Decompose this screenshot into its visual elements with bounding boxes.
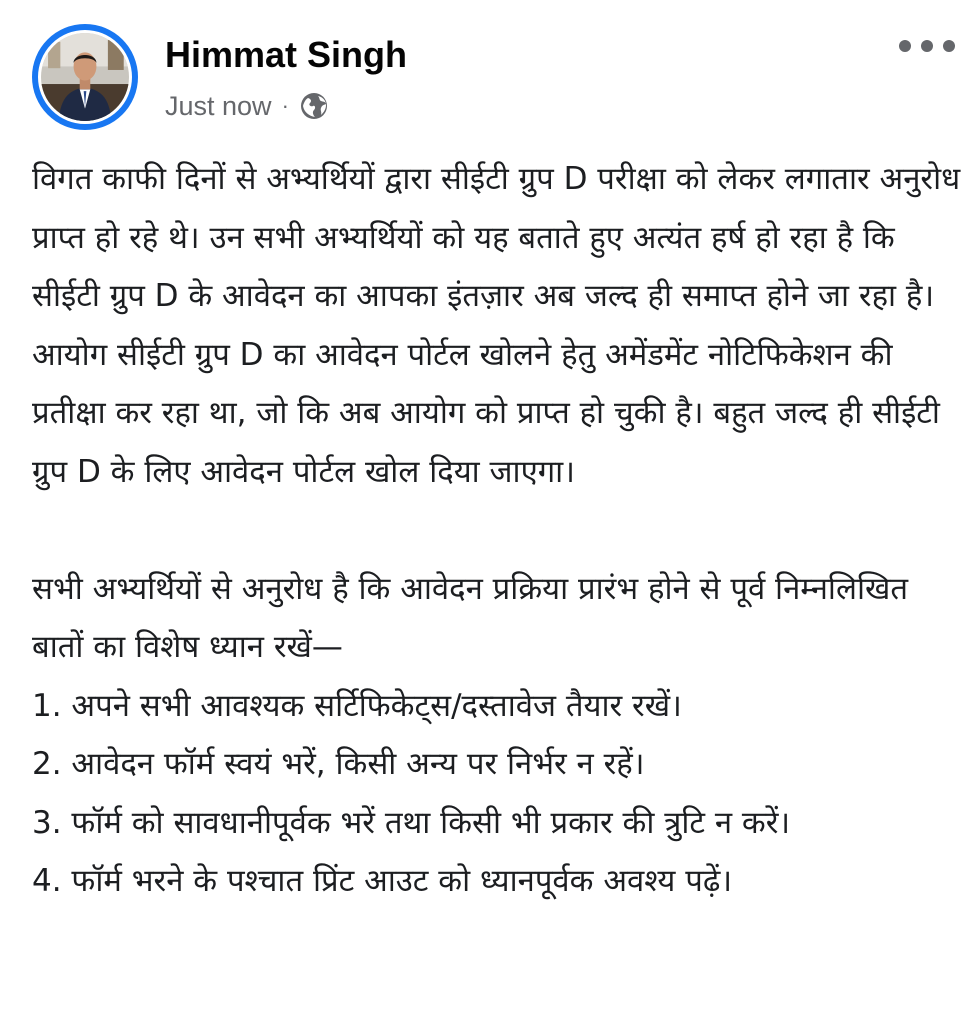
avatar-image bbox=[41, 33, 129, 121]
post-paragraph: आयोग सीईटी ग्रुप D का आवेदन पोर्टल खोलने हेतु अमेंडमेंट नोटिफिकेशन की प्रतीक्षा कर रहा था, जो कि अब आयोग को प्राप्त हो चुकी है। बहुत जल्द ही सीईटी ग्रुप D के लिए आवेदन पोर्टल खोल दिया जाएगा। bbox=[32, 336, 940, 490]
author-name[interactable]: Himmat Singh bbox=[165, 34, 408, 75]
more-options-button[interactable] bbox=[892, 28, 962, 64]
paragraph-spacer bbox=[32, 501, 962, 560]
post-paragraph: सभी अभ्यर्थियों से अनुरोध है कि आवेदन प्रक्रिया प्रारंभ होने से पूर्व निम्नलिखित बातों का विशेष ध्यान रखें— bbox=[32, 570, 909, 665]
globe-icon[interactable] bbox=[299, 91, 329, 121]
list-item: 1. अपने सभी आवश्यक सर्टिफिकेट्स/दस्तावेज तैयार रखें। bbox=[32, 687, 682, 724]
more-options-icon bbox=[897, 38, 957, 54]
meta-separator: · bbox=[281, 93, 289, 118]
avatar-photo bbox=[38, 30, 132, 124]
avatar[interactable] bbox=[32, 24, 138, 130]
post-paragraph: विगत काफी दिनों से अभ्यर्थियों द्वारा सीईटी ग्रुप D परीक्षा को लेकर लगातार अनुरोध प्राप्त हो रहे थे। उन सभी अभ्यर्थियों को यह बताते हुए अत्यंत हर्ष हो रहा है कि सीईटी ग्रुप D के आवेदन का आपका इंतज़ार अब जल्द ही समाप्त होने जा रहा है। bbox=[32, 161, 961, 314]
list-item: 2. आवेदन फॉर्म स्वयं भरें, किसी अन्य पर निर्भर न रहें। bbox=[32, 746, 645, 782]
post-text bbox=[32, 150, 962, 911]
post-header bbox=[0, 0, 980, 150]
post-timestamp[interactable]: Just now bbox=[165, 90, 272, 121]
list-item: 3. फॉर्म को सावधानीपूर्वक भरें तथा किसी भी प्रकार की त्रुटि न करें। bbox=[32, 804, 791, 841]
post-meta bbox=[165, 88, 329, 124]
list-item: 4. फॉर्म भरने के पश्चात प्रिंट आउट को ध्यानपूर्वक अवश्य पढ़ें। bbox=[32, 863, 733, 899]
